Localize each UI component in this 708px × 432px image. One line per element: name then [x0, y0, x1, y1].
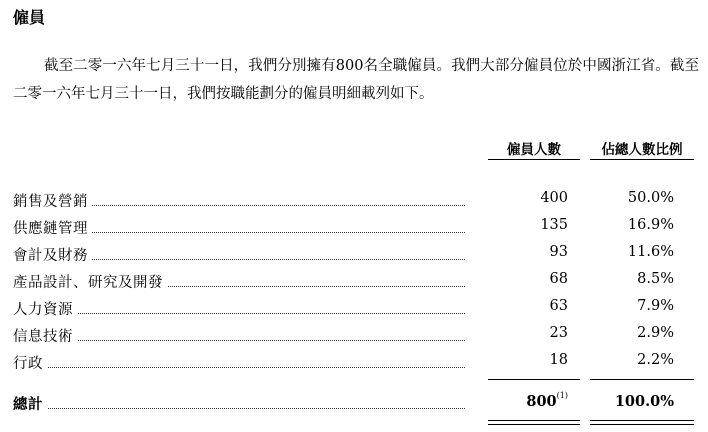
table-row [0, 190, 708, 212]
header-employee-count: 僱員人數 [507, 142, 561, 158]
header-rule [488, 159, 580, 160]
table-row [0, 244, 708, 266]
total-double-rule [590, 420, 694, 421]
table-row [0, 298, 708, 320]
header-rule [590, 159, 694, 160]
row-count: 93 [549, 244, 568, 260]
row-percent: 11.6% [627, 244, 674, 260]
row-label: 銷售及營銷 [13, 194, 92, 210]
row-label: 產品設計、研究及開發 [13, 275, 167, 291]
table-row [0, 217, 708, 239]
table-row [0, 352, 708, 374]
total-label: 總計 [13, 397, 47, 413]
row-label: 行政 [13, 356, 47, 372]
row-label: 人力資源 [13, 302, 77, 318]
row-count: 400 [540, 190, 568, 206]
row-label: 信息技術 [13, 329, 77, 345]
total-count: 800 [526, 393, 557, 410]
total-percent: 100.0% [614, 393, 674, 410]
row-percent: 2.2% [637, 352, 674, 368]
subtotal-rule [488, 379, 580, 380]
total-footnote: (1) [556, 391, 568, 400]
row-percent: 50.0% [627, 190, 674, 206]
total-double-rule [488, 420, 580, 421]
row-percent: 16.9% [627, 217, 674, 233]
table-row [0, 325, 708, 347]
row-percent: 7.9% [637, 298, 674, 314]
row-label: 供應鏈管理 [13, 221, 92, 237]
table-row [0, 271, 708, 293]
total-double-rule [590, 424, 694, 425]
row-count: 23 [549, 325, 568, 341]
row-label: 會計及財務 [13, 248, 92, 264]
row-percent: 8.5% [637, 271, 674, 287]
header-percentage: 佔總人數比例 [601, 142, 683, 158]
row-count: 18 [549, 352, 568, 368]
total-double-rule [488, 424, 580, 425]
row-count: 135 [540, 217, 568, 233]
row-count: 63 [549, 298, 568, 314]
row-percent: 2.9% [637, 325, 674, 341]
subtotal-rule [590, 379, 694, 380]
total-row [0, 393, 708, 415]
row-count: 68 [549, 271, 568, 287]
intro-paragraph: 截至二零一六年七月三十一日，我們分別擁有800名全職僱員。我們大部分僱員位於中國浙江省。截至二零一六年七月三十一日，我們按職能劃分的僱員明細載列如下。 [13, 58, 699, 102]
section-title: 僱員 [13, 8, 46, 27]
